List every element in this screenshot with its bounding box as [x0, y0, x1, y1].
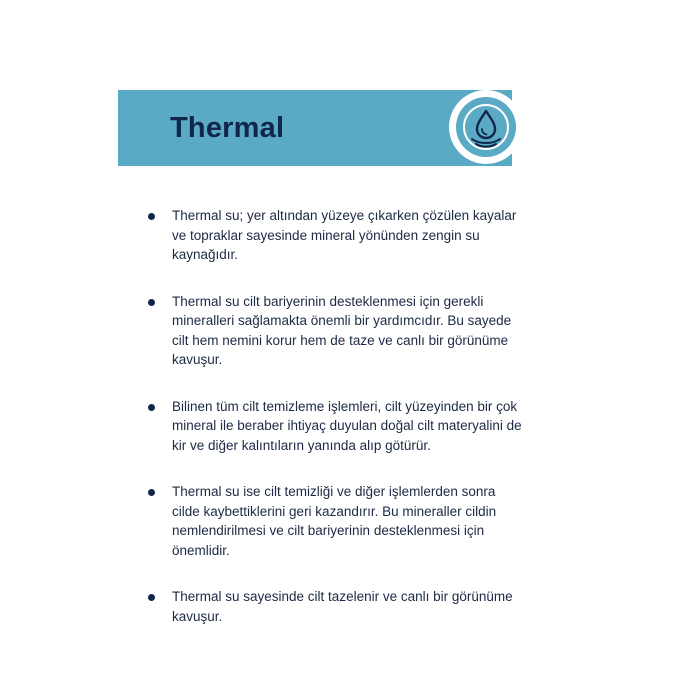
page-title: Thermal: [170, 112, 285, 144]
bullet-dot: [148, 213, 155, 220]
list-item: [146, 206, 546, 265]
bullet-text: Thermal su cilt bariyerinin desteklenmesi için gerekli mineralleri sağlamakta önemli bir yardımcıdır. Bu sayede cilt hem nemini korur hem de taze ve canlı bir görünüme kavuşur.: [172, 293, 512, 367]
list-item: [146, 587, 546, 626]
bullet-dot: [148, 299, 155, 306]
bullet-text: Bilinen tüm cilt temizleme işlemleri, cilt yüzeyinden bir çok mineral ile beraber ihtiyaç duyulan doğal cilt materyalini de kir ve diğer kalıntıların yanında alıp götürür.: [172, 398, 522, 453]
list-item: [146, 292, 546, 370]
bullet-text: Thermal su ise cilt temizliği ve diğer işlemlerden sonra cilde kaybettiklerini geri kazandırır. Bu mineraller cildin nemlendirilmesi ve cilt bariyerinin desteklenmesi için önemlidir.: [172, 484, 497, 558]
bullet-dot: [148, 404, 155, 411]
bullet-dot: [148, 489, 155, 496]
bullet-text: Thermal su sayesinde cilt tazelenir ve canlı bir görünüme kavuşur.: [172, 589, 513, 624]
bullet-list: [146, 206, 546, 653]
bullet-text: Thermal su; yer altından yüzeye çıkarken çözülen kayalar ve topraklar sayesinde mineral yönünden zengin su kaynağıdır.: [172, 208, 517, 262]
list-item: [146, 397, 546, 456]
list-item: [146, 482, 546, 560]
bullet-dot: [148, 594, 155, 601]
water-drop-icon: [456, 97, 516, 157]
